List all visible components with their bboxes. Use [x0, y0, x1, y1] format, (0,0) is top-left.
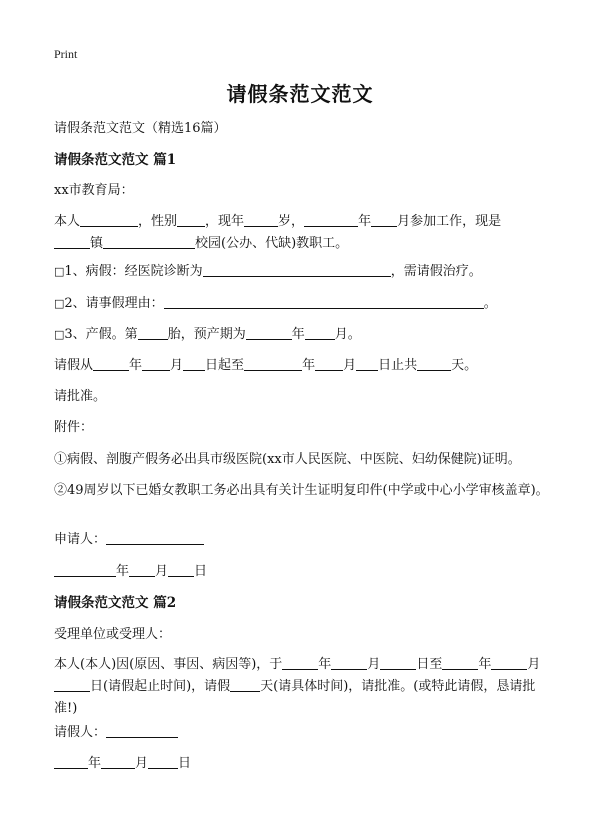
period-text: 请假从: [54, 358, 94, 373]
age-blank: [244, 212, 278, 227]
page-title: 请假条范文范文: [226, 82, 374, 106]
intro-text: 本人: [54, 214, 81, 229]
intro-text: 岁，: [278, 214, 305, 229]
intro-text: ，性别: [138, 214, 178, 229]
days-blank: [230, 677, 260, 692]
end-month-blank: [315, 356, 343, 371]
item-text: 胎，预产期为: [167, 327, 246, 342]
end-day-blank: [356, 356, 378, 371]
item-text: 1、病假：经医院诊断为: [64, 264, 203, 279]
date-text: 日: [194, 564, 208, 579]
month-blank: [371, 212, 397, 227]
section2-body-line2: [54, 676, 550, 720]
intro-text: 镇: [90, 236, 104, 251]
town-blank: [54, 234, 90, 249]
applicant-label: 申请人：: [54, 532, 107, 547]
leave-period: [54, 355, 554, 377]
applicant-blank: [106, 723, 178, 738]
period-text: 天。: [451, 358, 478, 373]
period-text: 年: [129, 358, 143, 373]
body-text: 年: [478, 657, 492, 672]
total-days-blank: [417, 356, 451, 371]
checkbox-sick[interactable]: □: [54, 265, 65, 278]
date-text: 月: [155, 564, 169, 579]
section1-heading: 请假条范文范文 篇1: [54, 152, 177, 168]
birth-order-blank: [138, 325, 168, 340]
period-text: 月: [343, 358, 357, 373]
section1-intro-line2: [54, 233, 554, 255]
diagnosis-blank: [203, 262, 391, 277]
date-month-blank: [129, 562, 155, 577]
period-text: 日止共: [378, 358, 418, 373]
item-maternity-leave: [54, 324, 554, 346]
section1-date: [54, 561, 554, 583]
attachment-note-1: ①病假、剖腹产假务必出具市级医院(xx市人民医院、中医院、妇幼保健院)证明。: [54, 452, 521, 467]
intro-text: 月参加工作，现是: [397, 214, 502, 229]
period-text: 年: [302, 358, 316, 373]
section2-addressee: 受理单位或受理人：: [54, 627, 172, 642]
school-blank: [103, 234, 195, 249]
attachment-note-2: ②49周岁以下已婚女教职工务必出具有关计生证明复印件(中学或中心小学审核盖章)。: [54, 483, 549, 498]
applicant-blank: [106, 530, 204, 545]
item-text: 2、请事假理由：: [64, 296, 164, 311]
item-text: 月。: [334, 327, 361, 342]
item-text: ，需请假治疗。: [390, 264, 482, 279]
item-text: 年: [291, 327, 305, 342]
item-text: 3、产假。第: [64, 327, 138, 342]
checkbox-personal[interactable]: □: [54, 297, 65, 310]
section1-applicant: [54, 529, 554, 551]
start-day-blank: [183, 356, 205, 371]
item-text: 。: [483, 296, 497, 311]
name-blank: [80, 212, 138, 227]
item-personal-leave: [54, 293, 554, 315]
date-year-blank: [54, 754, 88, 769]
start-month-blank: [331, 655, 367, 670]
due-month-blank: [305, 325, 335, 340]
body-text: 日至: [416, 657, 443, 672]
date-text: 年: [88, 756, 102, 771]
body-text: 月: [367, 657, 381, 672]
start-year-blank: [282, 655, 318, 670]
item-sick-leave: [54, 261, 554, 283]
subtitle: 请假条范文范文（精选16篇）: [54, 121, 227, 136]
section1-addressee: xx市教育局：: [54, 183, 134, 198]
end-year-blank: [244, 356, 302, 371]
year-blank: [304, 212, 358, 227]
start-day-blank: [380, 655, 416, 670]
intro-text: ，现年: [205, 214, 245, 229]
date-month-blank: [101, 754, 135, 769]
start-month-blank: [142, 356, 170, 371]
start-year-blank: [93, 356, 129, 371]
period-text: 日起至: [205, 358, 245, 373]
attachment-label: 附件：: [54, 420, 94, 435]
section2-body-line1: [54, 654, 554, 676]
date-day-blank: [168, 562, 194, 577]
section2-heading: 请假条范文范文 篇2: [54, 595, 177, 611]
date-text: 月: [135, 756, 149, 771]
applicant-label: 请假人：: [54, 725, 107, 740]
reason-blank: [164, 294, 484, 309]
end-day-blank: [54, 677, 90, 692]
body-text: 本人(本人)因(原因、事因、病因等)，于: [54, 657, 283, 672]
period-text: 月: [170, 358, 184, 373]
date-text: 日: [178, 756, 192, 771]
date-year-blank: [54, 562, 116, 577]
approve-text: 请批准。: [54, 389, 107, 404]
section1-intro-line1: [54, 211, 554, 233]
print-label[interactable]: Print: [54, 47, 78, 61]
intro-text: 校园(公办、代缺)教职工。: [195, 236, 349, 251]
body-text: 天(请具体时间)，请批准。(或特此请假，恳请批准!): [54, 679, 536, 716]
checkbox-maternity[interactable]: □: [54, 328, 65, 341]
body-text: 年: [318, 657, 332, 672]
body-text: 月: [527, 657, 541, 672]
end-year-blank: [442, 655, 478, 670]
section2-date: [54, 753, 554, 775]
gender-blank: [177, 212, 205, 227]
end-month-blank: [491, 655, 527, 670]
date-text: 年: [116, 564, 130, 579]
date-day-blank: [148, 754, 178, 769]
section2-applicant: [54, 722, 554, 744]
body-text: 日(请假起止时间)，请假: [90, 679, 231, 694]
due-year-blank: [246, 325, 292, 340]
intro-text: 年: [358, 214, 372, 229]
